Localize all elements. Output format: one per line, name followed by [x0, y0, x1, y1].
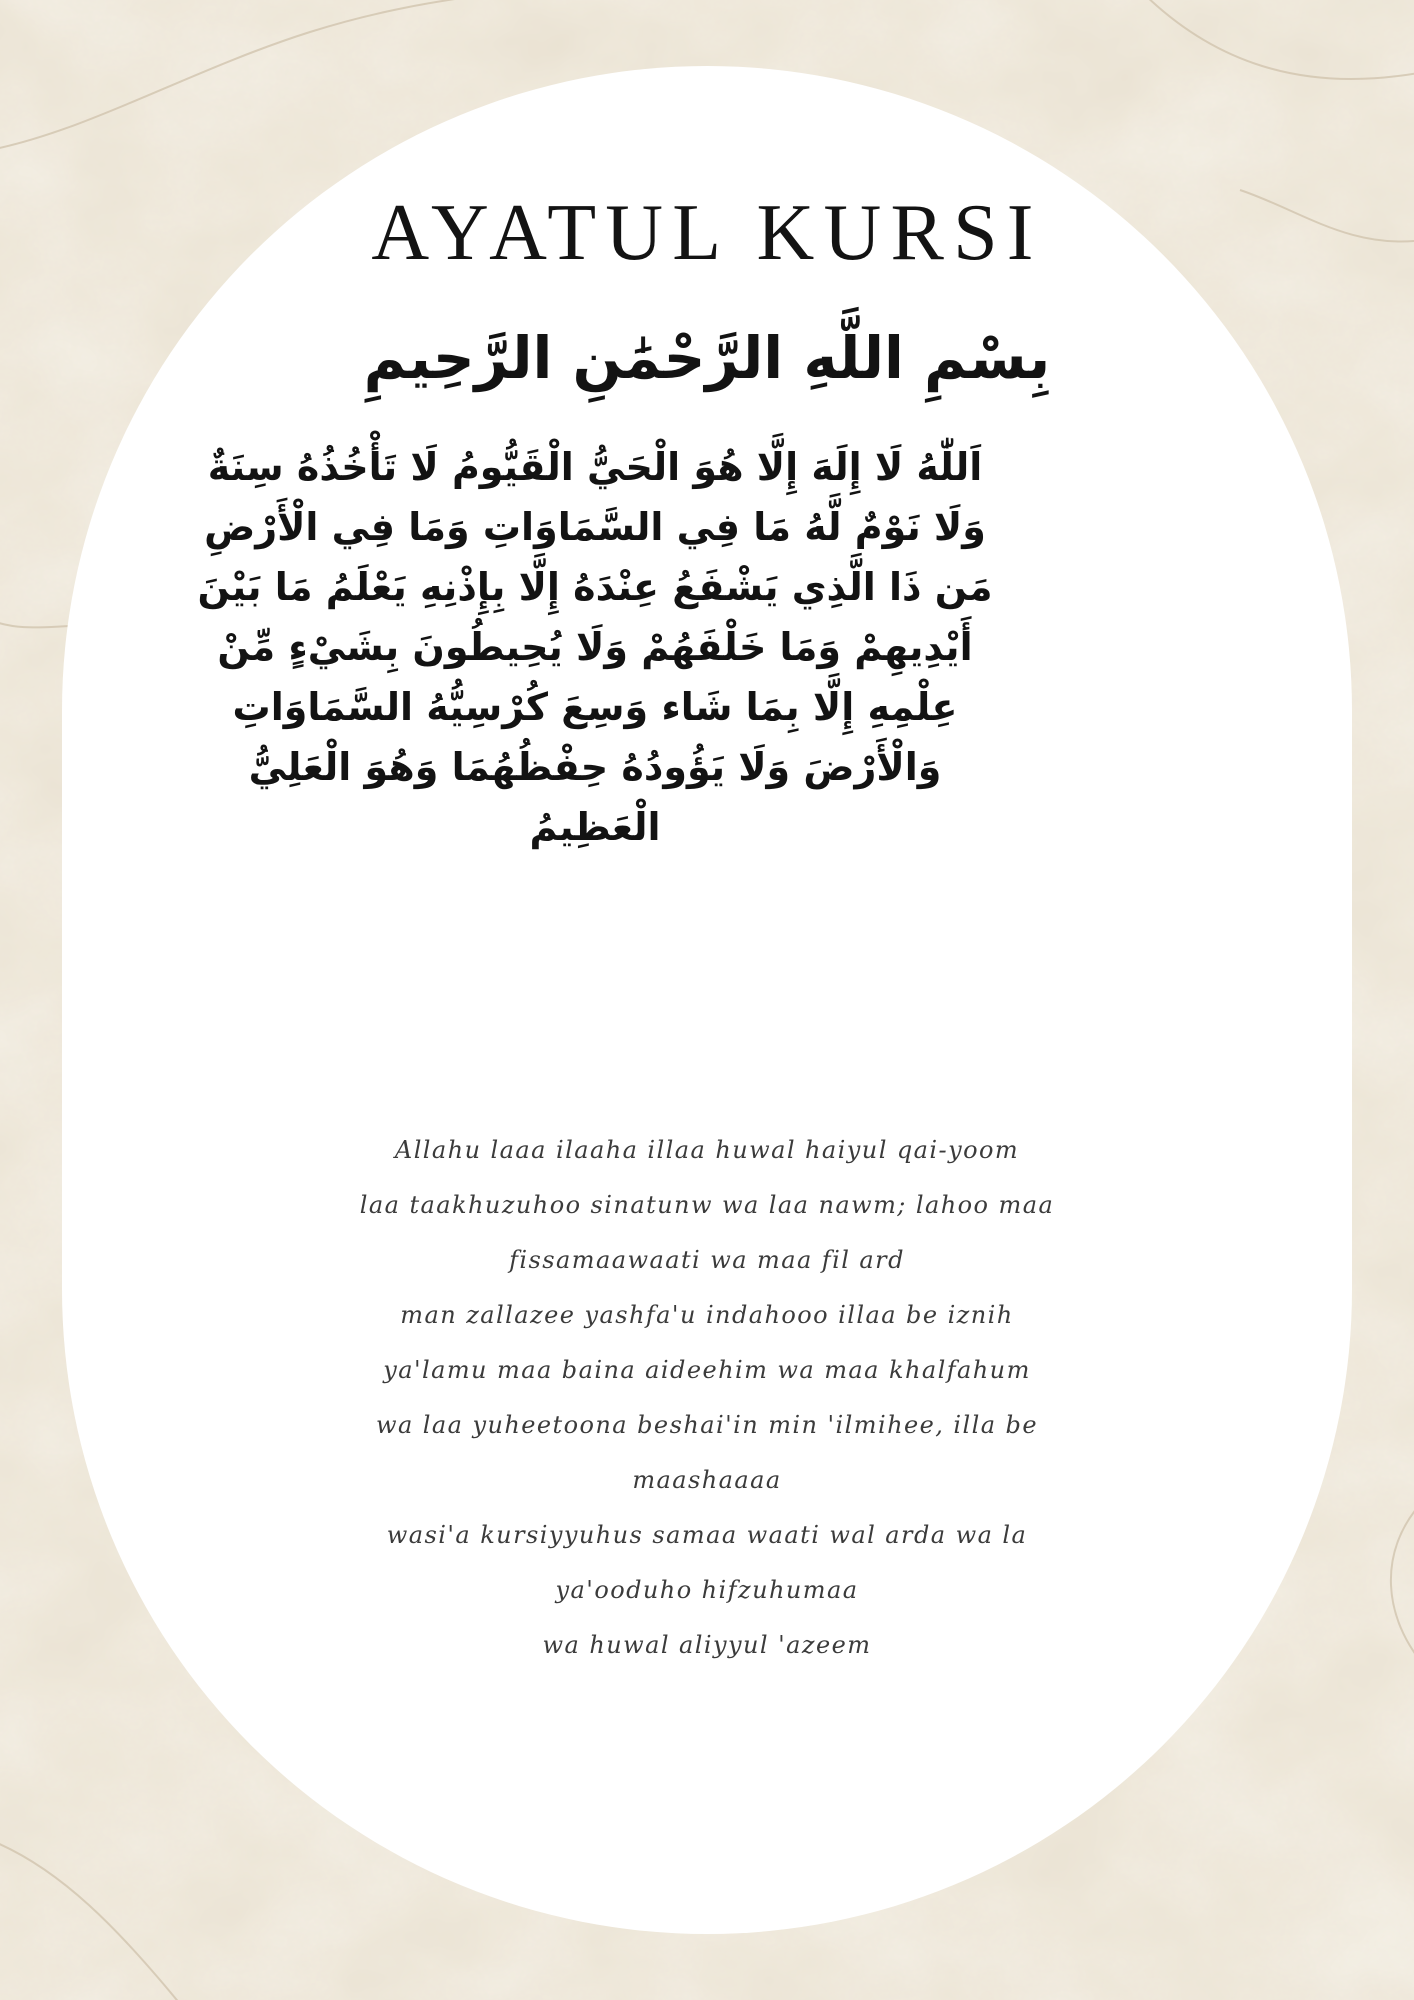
transliteration-line: Allahu laaa ilaaha illaa huwal haiyul qai-yoom: [394, 1136, 1020, 1164]
transliteration-line: man zallazee yashfa'u indahooo illaa be iznih: [400, 1301, 1014, 1329]
arabic-line: وَالْأَرْضَ وَلَا يَؤُودُهُ حِفْظُهُمَا وَهُوَ الْعَلِيُّ: [248, 745, 942, 789]
transliteration-line: ya'lamu maa baina aideehim wa maa khalfahum: [383, 1356, 1031, 1384]
transliteration-line: laa taakhuzuhoo sinatunw wa laa nawm; lahoo maa: [359, 1191, 1055, 1219]
ayatul-kursi-arabic-text: [140, 437, 1050, 857]
arabic-line: مَن ذَا الَّذِي يَشْفَعُ عِنْدَهُ إِلَّا بِإِذْنِهِ يَعْلَمُ مَا بَيْنَ: [197, 565, 993, 609]
transliteration-line: wa huwal aliyyul 'azeem: [542, 1631, 872, 1659]
arabic-line: عِلْمِهِ إِلَّا بِمَا شَاء وَسِعَ كُرْسِيُّهُ السَّمَاوَاتِ: [232, 685, 958, 729]
arabic-line: وَلَا نَوْمٌ لَّهُ مَا فِي السَّمَاوَاتِ وَمَا فِي الْأَرْضِ: [204, 505, 986, 549]
arabic-line: اَللّٰهُ لَا إِلَهَ إِلَّا هُوَ الْحَيُّ الْقَيُّومُ لَا تَأْخُذُهُ سِنَةٌ: [207, 445, 983, 489]
transliteration-line: fissamaawaati wa maa fil ard: [509, 1246, 905, 1274]
transliteration-line: maashaaaa: [632, 1466, 782, 1494]
arabic-line: أَيْدِيهِمْ وَمَا خَلْفَهُمْ وَلَا يُحِيطُونَ بِشَيْءٍ مِّنْ: [217, 625, 973, 669]
transliteration-line: wa laa yuheetoona beshai'in min 'ilmihee, illa be: [375, 1411, 1039, 1439]
arch-panel: [62, 66, 1352, 1934]
poster-title: AYATUL KURSI: [371, 189, 1043, 277]
transliteration-line: ya'ooduho hifzuhumaa: [555, 1576, 859, 1604]
transliteration-line: wasi'a kursiyyuhus samaa waati wal arda wa la: [386, 1521, 1028, 1549]
bismillah-calligraphy: بِسْمِ اللَّهِ الرَّحْمَٰنِ الرَّحِيمِ: [363, 324, 1051, 392]
arabic-line: الْعَظِيمُ: [529, 805, 661, 849]
transliteration-text: [62, 1123, 1352, 1673]
